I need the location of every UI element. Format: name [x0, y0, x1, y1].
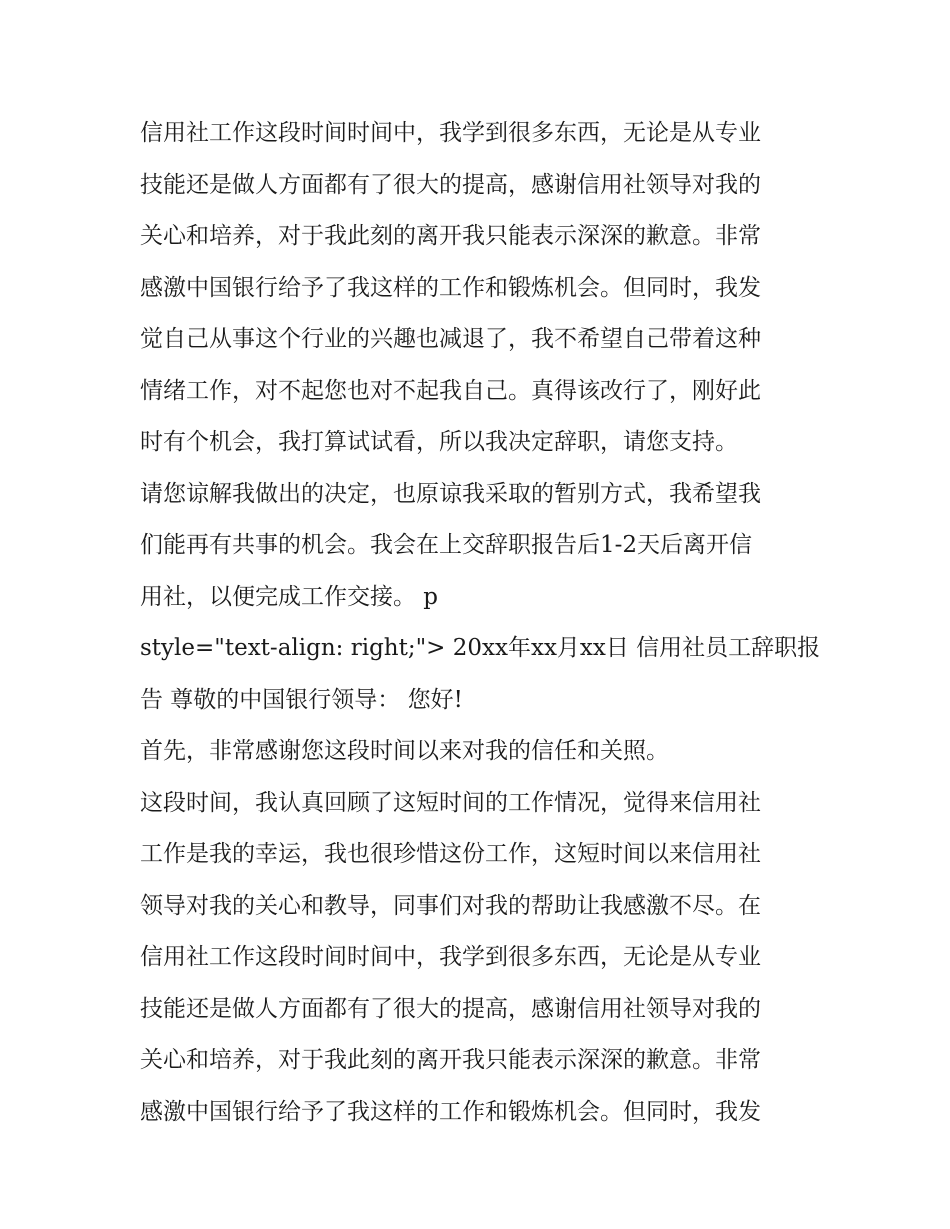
text-line: 请您谅解我做出的决定，也原谅我采取的暂别方式，我希望我: [140, 480, 761, 507]
text-line: 用社，以便完成工作交接。 p: [140, 583, 439, 610]
text-line: 情绪工作，对不起您也对不起我自己。真得该改行了，刚好此: [140, 377, 761, 404]
text-line: 信用社工作这段时间时间中，我学到很多东西，无论是从专业: [140, 944, 761, 970]
text-line: 工作是我的幸运，我也很珍惜这份工作，这短时间以来信用社: [140, 841, 761, 867]
text-line: 首先，非常感谢您这段时间以来对我的信任和关照。: [140, 738, 669, 764]
text-line: 们能再有共事的机会。我会在上交辞职报告后1-2天后离开信: [140, 532, 753, 558]
text-line: 技能还是做人方面都有了很大的提高，感谢信用社领导对我的: [140, 171, 761, 198]
text-line: 时有个机会，我打算试试看，所以我决定辞职，请您支持。: [140, 429, 738, 455]
text-line: 关心和培养，对于我此刻的离开我只能表示深深的歉意。非常: [140, 1047, 761, 1073]
text-line: 关心和培养，对于我此刻的离开我只能表示深深的歉意。非常: [140, 223, 761, 249]
text-line: 这段时间，我认真回顾了这短时间的工作情况，觉得来信用社: [140, 789, 761, 816]
text-line: 技能还是做人方面都有了很大的提高，感谢信用社领导对我的: [140, 995, 761, 1022]
text-line: 感激中国银行给予了我这样的工作和锻炼机会。但同时，我发: [140, 274, 761, 301]
text-line: 觉自己从事这个行业的兴趣也减退了，我不希望自己带着这种: [140, 326, 761, 352]
document-body: [140, 108, 820, 1138]
text-line: 领导对我的关心和教导，同事们对我的帮助让我感激不尽。在: [140, 892, 761, 919]
text-line: style="text-align: right;"> 20xx年xx月xx日 信用社员工辞职报: [140, 635, 820, 661]
text-line: 告 尊敬的中国银行领导： 您好!: [140, 686, 463, 713]
text-line: 信用社工作这段时间时间中，我学到很多东西，无论是从专业: [140, 120, 761, 146]
text-line: 感激中国银行给予了我这样的工作和锻炼机会。但同时，我发: [140, 1098, 761, 1125]
